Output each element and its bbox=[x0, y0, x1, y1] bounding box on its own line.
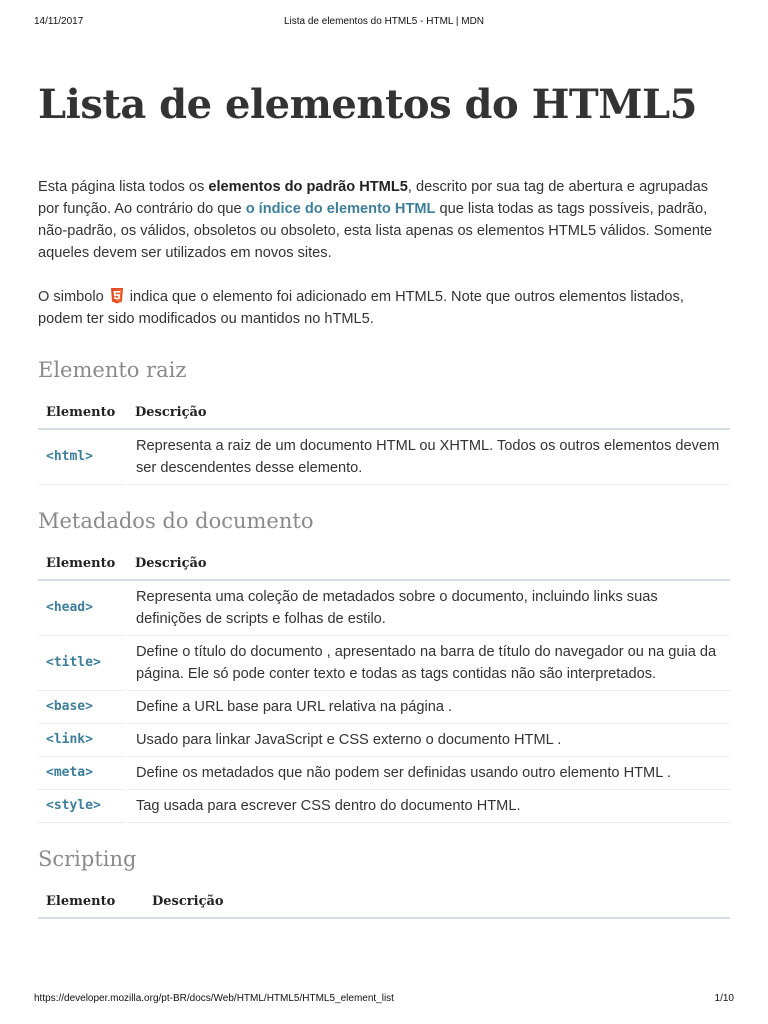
section-title-root: Elemento raiz bbox=[38, 358, 187, 382]
column-header-description: Descrição bbox=[127, 396, 730, 429]
table-row bbox=[38, 691, 730, 724]
page-title: Lista de elementos do HTML5 bbox=[38, 81, 697, 128]
element-description: Tag usada para escrever CSS dentro do documento HTML. bbox=[127, 790, 730, 823]
element-tag[interactable]: <style> bbox=[38, 790, 127, 823]
section-title-scripting: Scripting bbox=[38, 847, 137, 871]
column-header-element: Elemento bbox=[38, 547, 127, 580]
html5-icon bbox=[110, 288, 124, 304]
column-header-description: Descrição bbox=[144, 885, 730, 918]
element-tag[interactable]: <base> bbox=[38, 691, 127, 724]
table-row bbox=[38, 724, 730, 757]
article-content bbox=[38, 78, 730, 919]
print-url[interactable]: https://developer.mozilla.org/pt-BR/docs/Web/HTML/HTML5/HTML5_element_list bbox=[34, 993, 394, 1004]
page-number: 1/10 bbox=[714, 993, 734, 1004]
element-tag[interactable]: <link> bbox=[38, 724, 127, 757]
element-description: Representa uma coleção de metadados sobre o documento, incluindo links suas definições de scripts e folhas de estilo. bbox=[127, 580, 730, 636]
print-header bbox=[34, 16, 734, 30]
element-description: Define a URL base para URL relativa na página . bbox=[127, 691, 730, 724]
table-row bbox=[38, 757, 730, 790]
column-header-element: Elemento bbox=[38, 396, 127, 429]
element-description: Define os metadados que não podem ser definidas usando outro elemento HTML . bbox=[127, 757, 730, 790]
element-tag[interactable]: <html> bbox=[38, 429, 127, 485]
table-header-row bbox=[38, 885, 730, 918]
element-tag[interactable]: <head> bbox=[38, 580, 127, 636]
column-header-description: Descrição bbox=[127, 547, 730, 580]
element-tag[interactable]: <title> bbox=[38, 636, 127, 691]
table-row bbox=[38, 790, 730, 823]
print-date: 14/11/2017 bbox=[34, 16, 84, 27]
element-description: Usado para linkar JavaScript e CSS externo o documento HTML . bbox=[127, 724, 730, 757]
intro-strong: elementos do padrão HTML5 bbox=[208, 179, 408, 195]
element-description: Define o título do documento , apresentado na barra de título do navegador ou na guia da página. Ele só pode conter texto e todas as tags contidas não são interpretados. bbox=[127, 636, 730, 691]
table-row bbox=[38, 429, 730, 485]
element-tag[interactable]: <meta> bbox=[38, 757, 127, 790]
print-footer bbox=[34, 993, 734, 1007]
section-title-metadata: Metadados do documento bbox=[38, 509, 314, 533]
table-header-row bbox=[38, 396, 730, 429]
table-root-element bbox=[38, 396, 730, 485]
print-doc-title: Lista de elementos do HTML5 - HTML | MDN bbox=[283, 16, 485, 27]
element-description: Representa a raiz de um documento HTML ou XHTML. Todos os outros elementos devem ser descendentes desse elemento. bbox=[127, 429, 730, 485]
table-header-row bbox=[38, 547, 730, 580]
element-index-link[interactable]: o índice do elemento HTML bbox=[245, 201, 436, 217]
intro-paragraph: Esta página lista todos os elementos do padrão HTML5, descrito por sua tag de abertura e agrupadas por função. Ao contrário do que o índice do elemento HTML que lista todas as tags possíveis, padrão, não-padrão, os válidos, obsoletos ou obsoleto, esta lista apenas os elementos HTML5 válidos. Somente aqueles devem ser utilizados em novos sites. bbox=[38, 179, 713, 261]
table-row bbox=[38, 580, 730, 636]
table-metadata bbox=[38, 547, 730, 823]
table-scripting bbox=[38, 885, 730, 919]
column-header-element: Elemento bbox=[38, 885, 144, 918]
symbol-note: O simbolo indica que o elemento foi adicionado em HTML5. Note que outros elementos listados, podem ter sido modificados ou mantidos no hTML5. bbox=[38, 289, 684, 327]
table-row bbox=[38, 636, 730, 691]
